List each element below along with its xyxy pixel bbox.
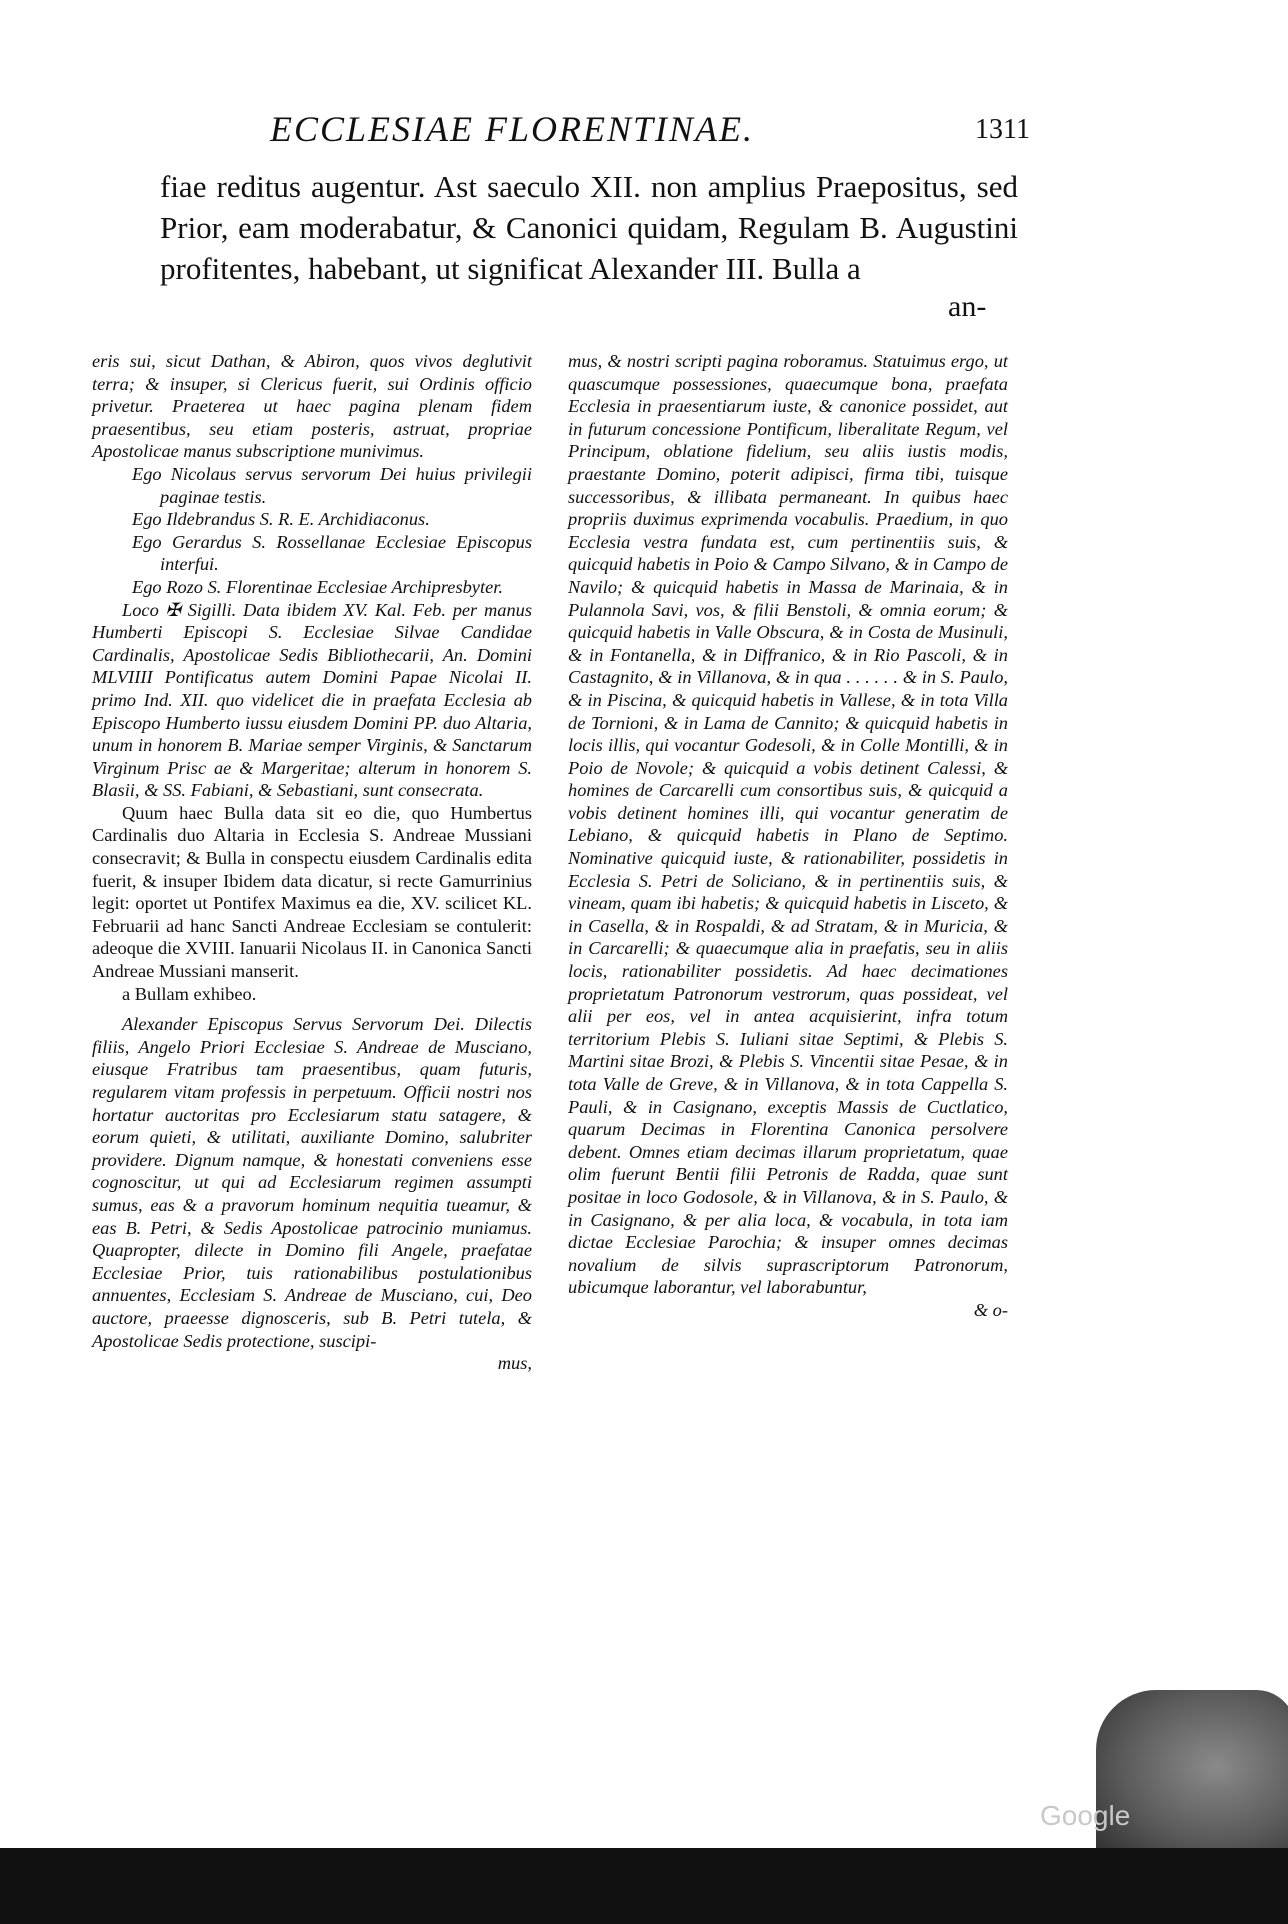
- intro-text: fiae reditus augentur. Ast saeculo XII. non amplius Praepositus, sed Prior, eam moderabatur, & Canonici quidam, Regulam B. Augustini profitentes, habebant, ut significat Alexander III. Bulla a: [160, 169, 1018, 286]
- intro-catchword: an-: [948, 290, 987, 323]
- column-catchword: mus,: [497, 1353, 532, 1374]
- signature-line: Ego Rozo S. Florentinae Ecclesiae Archipresbyter.: [132, 576, 503, 597]
- column-catchword: & o-: [973, 1299, 1008, 1320]
- signature-line: Ego Gerardus S. Rossellanae Ecclesiae Episcopus interfui.: [132, 531, 532, 575]
- page-number: 1311: [975, 114, 1030, 145]
- left-paragraph: eris sui, sicut Dathan, & Abiron, quos vivos deglutivit terra; & insuper, si Clericus fuerit, sui Ordinis officio privetur. Praeterea ut haec pagina plenam fidem praesentibus, seu etiam posteris, astruat, propriae Apostolicae manus subscriptione munivimus.: [92, 351, 532, 462]
- running-head: [270, 108, 1030, 152]
- intro-paragraph: [160, 166, 1018, 289]
- right-column: [568, 350, 1008, 1322]
- scan-edge-band: [0, 1848, 1288, 1924]
- footnote: a Bullam exhibeo.: [122, 983, 257, 1004]
- left-column: [92, 350, 532, 1375]
- bull-text: Alexander Episcopus Servus Servorum Dei. Dilectis filiis, Angelo Priori Ecclesiae S. Andreae de Musciano, eiusque Fratribus tam praesentibus, quam futuris, regularem vitam professis in perpetuum. Officii nostri nos hortatur auctoritas pro Ecclesiarum statu satagere, & eorum quieti, & utilitati, auxiliante Domino, salubriter providere. Dignum namque, & honestati conveniens esse cognoscitur, ut qui ad Ecclesiarum regimen assumpti sumus, eas & a pravorum hominum nequitia tueamur, & eas B. Petri, & Sedis Apostolicae patrocinio muniamus. Quapropter, dilecte in Domino fili Angele, praefatae Ecclesiae Prior, tuis rationabilibus postulationibus annuentes, Ecclesiam S. Andreae de Musciano, cui, Deo auctore, praeesse dignosceris, sub B. Petri tutela, & Apostolicae Sedis protectione, suscipi-: [92, 1014, 532, 1351]
- scanner-thumb-shadow: [1096, 1690, 1288, 1860]
- signature-line: Ego Nicolaus servus servorum Dei huius privilegii paginae testis.: [132, 463, 532, 507]
- running-title: ECCLESIAE FLORENTINAE.: [270, 109, 754, 149]
- bull-text-continued: mus, & nostri scripti pagina roboramus. Statuimus ergo, ut quascumque possessiones, quaecumque bona, praefata Ecclesia in praesentiarum iuste, & canonice possidet, aut in futurum concessione Pontificum, liberalitate Regum, vel Principum, oblatione fidelium, seu aliis iustis modis, praestante Domino, poterit adipisci, firma tibi, tuisque successoribus, & illibata permaneant. In quibus haec propriis duximus exprimenda vocabulis. Praedium, in quo Ecclesia vestra fundata est, cum pertinentiis suis, & quicquid habetis in Poio & Campo Silvano, & in Campo de Navilo; & quicquid habetis in Massa de Marinaia, & in Pulannola Savi, vos, & filii Benstoli, & omnia eorum; & quicquid habetis in Valle Obscura, & in Costa de Musinuli, & in Fontanella, & in Diffranico, & in Rio Pascoli, & in Castagnito, & in Villanova, & in qua . . . . . . & in S. Paulo, & in Piscina, & quicquid habetis in Vallese, & in tota Villa de Tornioni, & in Lama de Cannito; & quicquid habetis in locis illis, qui vocantur Godesoli, & in Colle Montilli, & in Poio de Novole; & quicquid a vobis detinent Calessi, & homines de Carcarelli cum consortibus suis, & quicquid a vobis detinent homines illi, qui vocantur generatim de Lebiano, & quicquid habetis in Plano de Septimo. Nominative quicquid iuste, & rationabiliter, possidetis in Ecclesia S. Petri de Soliciano, & in pertinentiis suis, & vineam, quam ibi habetis; & quicquid habetis in Lisceto, & in Casella, & in Rospaldi, & ad Stratam, & in Muricia, & in Carcarelli; & quaecumque alia in praefatis, seu in aliis locis, rationabiliter possidetis. Ad haec decimationes proprietatum Patronorum vestrorum, quas possideat, vel alii per eos, vel in antea acquisierint, infra totum territorium Plebis S. Iuliani sitae Septimi, & Plebis S. Martini sitae Brozi, & Plebis S. Vincentii sitae Pesae, & in tota Valle de Greve, & in Villanova, & in tota Cappella S. Pauli, & in Casignano, exceptis Massis de Cuctlatico, quarum Decimas in Florentina Canonica persolvere debent. Omnes etiam decimas illarum proprietatum, quae olim fuerunt Bentii filii Petronis de Radda, quae sunt positae in loco Godosole, & in Villanova, & in S. Paulo, & in Casignano, & per alia loca, & vocabula, in tota iam dictae Ecclesiae Parochia; & insuper omnes decimas novalium de silvis suprascriptorum Patronorum, ubicumque laborantur, vel laborabuntur,: [568, 351, 1008, 1298]
- left-paragraph: Quum haec Bulla data sit eo die, quo Humbertus Cardinalis duo Altaria in Ecclesia S. Andreae Mussiani consecravit; & Bulla in conspectu eiusdem Cardinalis edita fuerit, & insuper Ibidem data dicatur, si recte Gamurrinius legit: oportet ut Pontifex Maximus ea die, XV. scilicet KL. Februarii ad hanc Sancti Andreae Ecclesiam se contulerit: adeoque die XVIII. Ianuarii Nicolaus II. in Canonica Sancti Andreae Mussiani manserit.: [92, 802, 532, 982]
- signature-line: Ego Ildebrandus S. R. E. Archidiaconus.: [132, 509, 430, 530]
- watermark-text: Google: [1040, 1800, 1131, 1831]
- left-paragraph: Loco ✠ Sigilli. Data ibidem XV. Kal. Feb. per manus Humberti Episcopi S. Ecclesiae Silvae Candidae Cardinalis, Apostolicae Sedis Bibliothecarii, An. Domini MLVIIII Pontificatus autem Domini Papae Nicolai II. primo Ind. XII. quo videlicet die in praefata Ecclesia ab Episcopo Humberto iussu eiusdem Domini PP. duo Altaria, unum in honorem B. Mariae semper Virginis, & Sanctarum Virginum Prisc ae & Margeritae; alterum in honorem S. Blasii, & SS. Fabiani, & Sebastiani, sunt consecrata.: [92, 599, 532, 801]
